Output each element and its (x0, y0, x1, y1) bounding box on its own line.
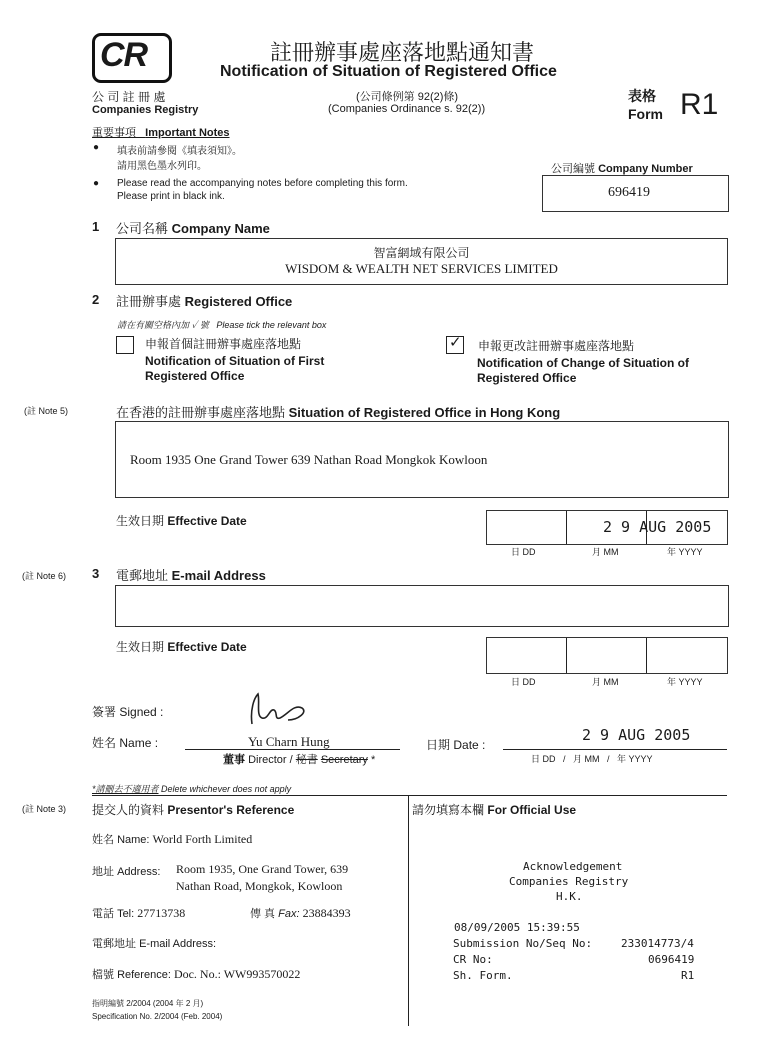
signer-name: Yu Charn Hung (248, 734, 330, 749)
form-title-zh: 註冊辦事處座落地點通知書 (270, 41, 535, 66)
notes-heading-en: Important Notes (145, 127, 230, 139)
cr-no-label: CR No: (453, 953, 493, 966)
form-label-en: Form (628, 106, 663, 122)
opt2-en-l2: Registered Office (477, 371, 577, 385)
name-label-zh: 姓名 (92, 736, 117, 750)
situation-label-en: Situation of Registered Office in Hong Kong (288, 405, 561, 420)
ordinance-en: (Companies Ordinance s. 92(2)) (328, 103, 486, 115)
notes-heading (92, 124, 230, 140)
section1-label-zh: 公司名稱 (116, 221, 169, 236)
presentor-tel: 27713738 (137, 906, 186, 920)
date-divider (566, 638, 567, 673)
effective-date-label (116, 512, 247, 529)
presentor-name: World Forth Limited (152, 832, 253, 846)
opt1-en-l1: Notification of Situation of First (145, 354, 325, 368)
presentor-heading-en: Presentor's Reference (167, 803, 295, 817)
presentor-heading-zh: 提交人的資料 (92, 803, 165, 817)
dd-label: 日 DD (511, 547, 536, 557)
bottom-vertical-divider (408, 796, 409, 1026)
role-line (223, 751, 375, 767)
delete-note (92, 782, 291, 795)
submission-value: 233014773/4 (621, 937, 694, 950)
effective-date-label-en: Effective Date (167, 514, 247, 528)
tick-note (117, 318, 326, 331)
section1-label (116, 218, 270, 237)
presentor-name-label-zh: 姓名 (92, 834, 114, 846)
official-heading (412, 801, 576, 818)
date-label-zh: 日期 (426, 738, 451, 752)
form-title-en: Notification of Situation of Registered Office (220, 63, 557, 80)
company-name-zh: 智富網域有限公司 (373, 246, 470, 260)
ack-stamp-l3: H.K. (556, 890, 583, 903)
company-number-label-zh: 公司編號 (551, 163, 595, 175)
role-secretary: Secretary (320, 754, 368, 766)
notes-zh-line2: 請用黑色墨水列印。 (117, 161, 207, 172)
yyyy-label: 年 YYYY (667, 677, 703, 687)
registry-zh: 公 司 註 冊 處 (92, 90, 166, 104)
sh-form-value: R1 (681, 969, 695, 982)
section2-label-zh: 註冊辦事處 (116, 294, 182, 309)
signature-scribble (240, 690, 320, 730)
section1-number: 1 (92, 219, 100, 234)
tick-note-en: Please tick the relevant box (216, 320, 327, 330)
bottom-divider (92, 795, 727, 796)
dd-label: 日 DD (511, 677, 536, 687)
tick-note-zh: 請在有關空格內加 ✓ 號 (117, 320, 209, 330)
effective-date-value: 2 9 AUG 2005 (603, 518, 712, 536)
submission-label: Submission No/Seq No: (453, 937, 593, 950)
check-mark-icon: ✓ (449, 333, 462, 351)
signed-label-zh: 簽署 (92, 705, 117, 719)
role-zh: 董事 (223, 754, 245, 766)
mm-label: 月 MM (592, 547, 619, 557)
opt2-en-l1: Notification of Change of Situation of (477, 356, 689, 370)
notes-en-line2: Please print in black ink. (117, 191, 225, 202)
spec-en: Specification No. 2/2004 (Feb. 2004) (92, 1012, 223, 1021)
presentor-address-label-en: Address: (117, 866, 161, 878)
presentor-address-l1: Room 1935, One Grand Tower, 639 (176, 862, 349, 876)
section2-label-en: Registered Office (184, 294, 293, 309)
effective-date-label-zh: 生效日期 (116, 514, 165, 528)
role-sec-zh: 秘書 (295, 754, 318, 766)
presentor-address-label-zh: 地址 (92, 866, 114, 878)
section3-number: 3 (92, 566, 100, 581)
name-label (92, 734, 158, 751)
company-number-label-en: Company Number (598, 163, 693, 175)
sign-date-value: 2 9 AUG 2005 (582, 726, 691, 744)
section3-label-zh: 電郵地址 (116, 568, 169, 583)
note5-ref: (註 Note 5) (24, 406, 69, 416)
presentor-email-zh: 電郵地址 (92, 938, 136, 950)
presentor-ref-row (92, 966, 300, 982)
delete-note-zh: *請刪去不適用者 (92, 784, 159, 794)
delete-note-en: Delete whichever does not apply (161, 784, 292, 794)
email-effective-date-label-zh: 生效日期 (116, 640, 165, 654)
presentor-email-label: E-mail Address: (139, 938, 217, 950)
section3-label (116, 565, 266, 584)
email-field[interactable] (115, 585, 729, 627)
situation-label-zh: 在香港的註冊辦事處座落地點 (116, 405, 286, 420)
presentor-tel-row (92, 905, 185, 921)
registry-en: Companies Registry (92, 104, 199, 116)
presentor-tel-zh: 電話 (92, 908, 114, 920)
form-label-zh: 表格 (628, 88, 656, 104)
date-divider (646, 638, 647, 673)
yyyy-label: 年 YYYY (667, 547, 703, 557)
opt1-en-l2: Registered Office (145, 369, 245, 383)
section2-label (116, 291, 292, 310)
official-heading-zh: 請勿填寫本欄 (412, 803, 485, 817)
situation-label (116, 402, 560, 421)
ack-stamp-l2: Companies Registry (509, 875, 629, 888)
presentor-address-l2: Nathan Road, Mongkok, Kowloon (176, 879, 343, 893)
company-number-value: 696419 (608, 185, 650, 200)
role-separator: / (289, 754, 293, 766)
company-name-en: WISDOM & WEALTH NET SERVICES LIMITED (285, 261, 558, 276)
date-label (426, 736, 485, 753)
presentor-address-label (92, 863, 160, 879)
signed-label (92, 703, 163, 720)
presentor-fax: 23884393 (302, 906, 351, 920)
first-office-checkbox[interactable] (116, 336, 134, 354)
cr-logo-text: CR (100, 36, 148, 74)
ack-stamp-l1: Acknowledgement (523, 860, 623, 873)
mm-label: 月 MM (592, 677, 619, 687)
office-address-value: Room 1935 One Grand Tower 639 Nathan Road Mongkok Kowloon (130, 452, 488, 467)
presentor-fax-row (250, 905, 351, 921)
signed-label-en: Signed : (119, 705, 164, 719)
spec-zh: 指明編號 2/2004 (2004 年 2 月) (92, 999, 204, 1008)
presentor-email-row (92, 935, 216, 951)
presentor-tel-label: Tel: (117, 908, 135, 920)
presentor-fax-zh: 傳 真 (250, 908, 276, 920)
presentor-heading (92, 801, 294, 818)
presentor-ref: Doc. No.: WW993570022 (173, 967, 301, 981)
presentor-name-label-en: Name: (117, 834, 150, 846)
notes-zh-line1: 填表前請參閱《填表須知》。 (117, 146, 242, 157)
notes-heading-zh: 重要事項 (92, 127, 136, 139)
section3-label-en: E-mail Address (171, 568, 266, 583)
name-label-en: Name : (119, 736, 159, 750)
presentor-ref-label: Reference: (117, 969, 171, 981)
presentor-fax-label: Fax: (278, 908, 300, 920)
cr-no-value: 0696419 (648, 953, 695, 966)
section2-number: 2 (92, 292, 100, 307)
company-number-label (551, 160, 693, 176)
email-effective-date-field[interactable] (486, 637, 728, 674)
note3-ref: (註 Note 3) (22, 804, 67, 814)
date-units: 日 DD / 月 MM / 年 YYYY (531, 754, 653, 764)
ordinance-zh: (公司條例第 92(2)條) (356, 91, 459, 103)
opt2-zh: 申報更改註冊辦事處座落地點 (478, 339, 635, 353)
form-number: R1 (680, 88, 719, 121)
presentor-ref-zh: 檔號 (92, 969, 114, 981)
presentor-name-row (92, 831, 252, 847)
role-director: Director (248, 754, 287, 766)
date-underline (503, 749, 727, 750)
name-underline (185, 749, 400, 750)
section1-label-en: Company Name (171, 221, 270, 236)
official-heading-en: For Official Use (487, 803, 577, 817)
email-effective-date-label-en: Effective Date (167, 640, 247, 654)
ack-timestamp: 08/09/2005 15:39:55 (454, 921, 580, 934)
note6-ref: (註 Note 6) (22, 571, 67, 581)
role-star: * (370, 754, 376, 766)
email-effective-date-label (116, 638, 247, 655)
bullet-icon: ● (93, 178, 100, 189)
bullet-icon: ● (93, 142, 100, 153)
sh-form-label: Sh. Form. (453, 969, 513, 982)
date-divider (566, 511, 567, 544)
date-label-en: Date : (453, 738, 486, 752)
notes-en-line1: Please read the accompanying notes before completing this form. (117, 178, 408, 189)
opt1-zh: 申報首個註冊辦事處座落地點 (145, 337, 302, 351)
